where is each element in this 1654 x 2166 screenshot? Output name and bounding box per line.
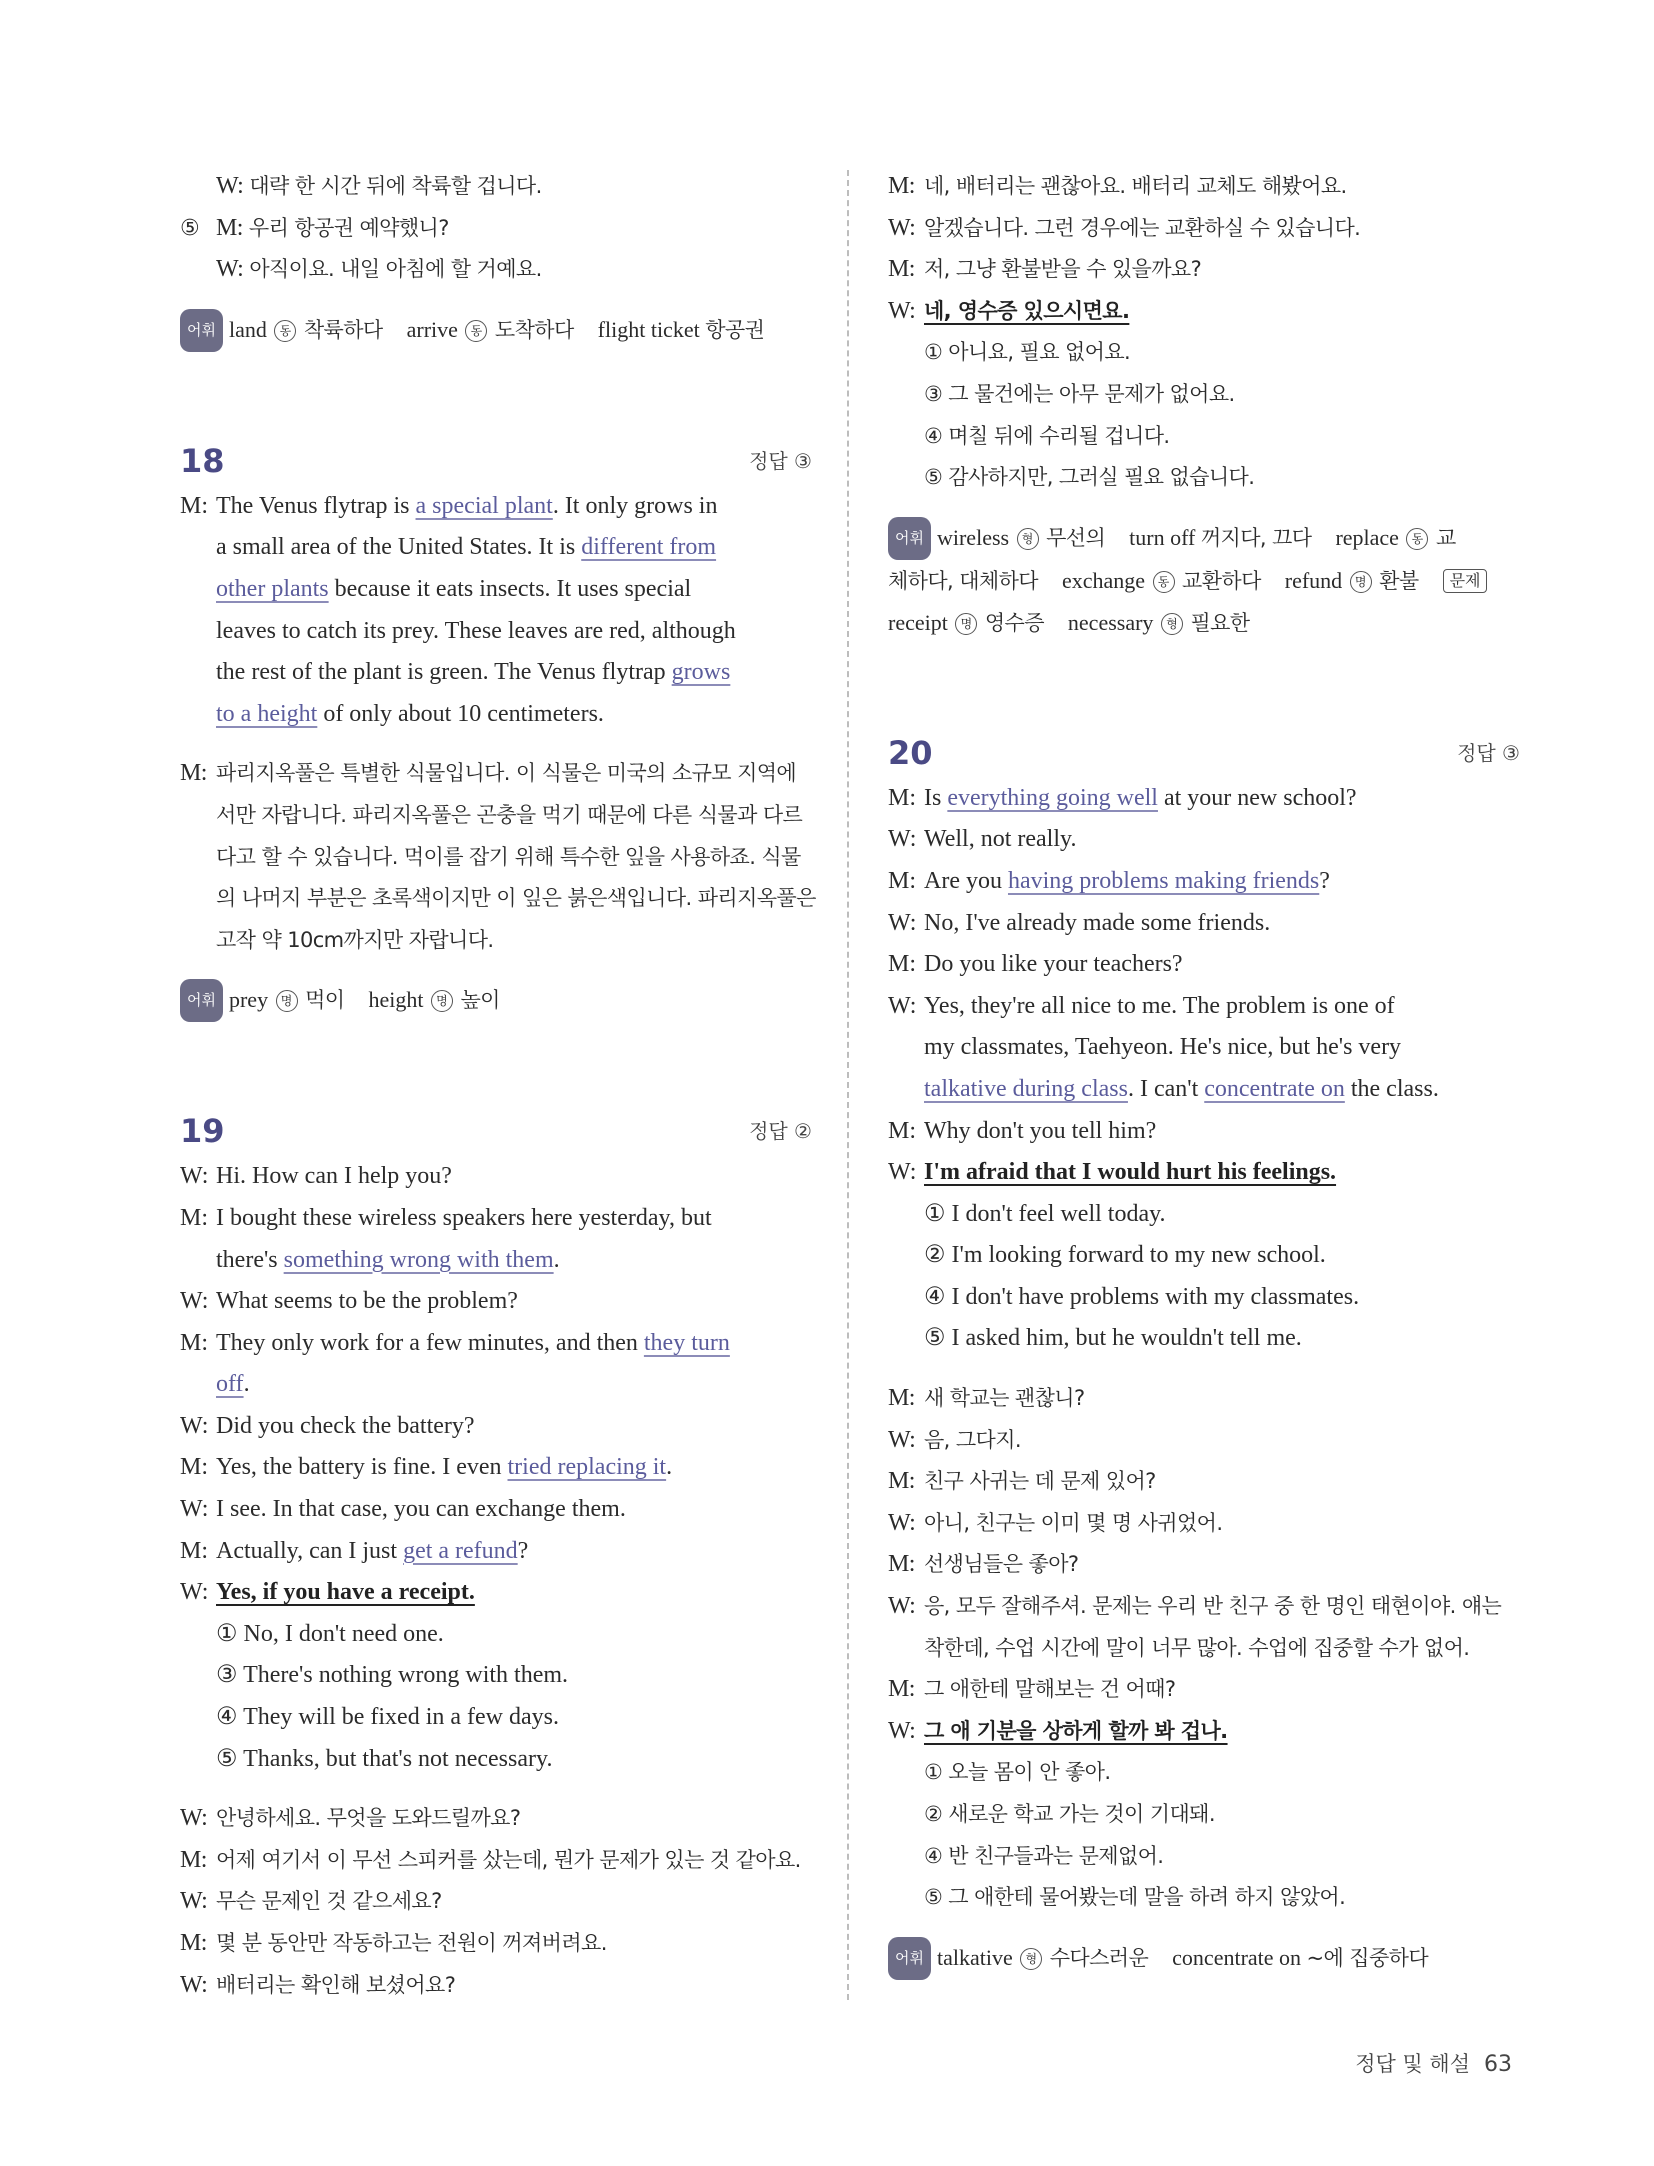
option: ③ There's nothing wrong with them.	[216, 1662, 569, 1689]
option: ① No, I don't need one.	[216, 1620, 444, 1647]
vocab-badge: 어휘	[888, 1937, 931, 1980]
right-column	[888, 166, 1520, 1980]
correct-answer-line: W: Yes, if you have a receipt.	[180, 1579, 475, 1606]
option: ① I don't feel well today.	[924, 1200, 1166, 1227]
correct-answer-line: W: 그 애 기분을 상하게 할까 봐 겁나.	[888, 1717, 1228, 1744]
page-footer	[1355, 2048, 1512, 2078]
option: ⑤ I asked him, but he wouldn't tell me.	[924, 1325, 1302, 1352]
question-number: 18	[180, 441, 225, 480]
q19-translation: W: 안녕하세요. 무엇을 도와드릴까요? M: 어제 여기서 이 무선 스피커를 샀는데, 뭔가 문제가 있는 것 같아요. W: 무슨 문제인 것 같으세요? M: 몇 분 동안만 작동하고는 전원이 꺼져버려요. W: 배터리는 확인해 보셨어요?	[180, 1805, 801, 1998]
option: ④ They will be fixed in a few days.	[216, 1704, 559, 1731]
option: ④ I don't have problems with my classmates.	[924, 1283, 1360, 1310]
q18-translation: M: 파리지옥풀은 특별한 식물입니다. 이 식물은 미국의 소규모 지역에 서만 자랍니다. 파리지옥풀은 곤충을 먹기 때문에 다른 식물과 다르 다고 할 수 있습니다. 먹이를 잡기 위해 특수한 잎을 사용하죠. 식물 의 나머지 부분은 초록색이지만 이 잎은 붉은색입니다. 파리지옥풀은 고작 약 10cm까지만 자랍니다.	[180, 760, 816, 952]
q19-translation-cont: M: 네, 배터리는 괜찮아요. 배터리 교체도 해봤어요. W: 알겠습니다. 그런 경우에는 교환하실 수 있습니다. M: 저, 그냥 환불받을 수 있을까요? W: 네, 영수증 있으시면요. ① 아니요, 필요 없어요. ③ 그 물건에는 아무 문제가 없어요. ④ 며칠 뒤에 수리될 겁니다. ⑤ 감사하지만, 그러실 필요 없습니다.	[888, 166, 1520, 499]
option: ① 아니요, 필요 없어요.	[924, 340, 1131, 365]
vocab-badge: 어휘	[180, 309, 223, 352]
dialogue-line: W: 아직이요. 내일 아침에 할 거예요.	[216, 256, 542, 283]
question-number: 20	[888, 733, 933, 772]
vocabulary-17: 어휘 land 동 착륙하다 arrive 동 도착하다 flight ticket 항공권	[180, 309, 812, 352]
option: ④ 반 친구들과는 문제없어.	[924, 1843, 1164, 1868]
option: ① 오늘 몸이 안 좋아.	[924, 1760, 1111, 1785]
correct-answer-line: W: I'm afraid that I would hurt his feelings.	[888, 1159, 1337, 1186]
option: ② 새로운 학교 가는 것이 기대돼.	[924, 1802, 1215, 1826]
answer-label: 정답 ③	[749, 448, 812, 473]
q20-script: M: Is everything going well at your new school? W: Well, not really. M: Are you having problems making friends? W: No, I've already made some friends. M: Do you like your teachers? W: Yes, they're all nice to me. The problem is one of my classmates, Taehyeon. He's nice, but he's very talkative during class. I can't concentrate on the class. M: Why don't you tell him? W: I'm afraid that I would hurt his feelings. ① I don't feel well today. ② I'm looking forward to my new school. ④ I don't have problems with my classmates. ⑤ I asked him, but he wouldn't tell me.	[888, 778, 1520, 1360]
q19-script: W: Hi. How can I help you? M: I bought these wireless speakers here yesterday, but there's something wrong with them. W: What seems to be the problem? M: They only work for a few minutes, and then they turn off. W: Did you check the battery? M: Yes, the battery is fine. I even tried replacing it. W: I see. In that case, you can exchange them. M: Actually, can I just get a refund? W: Yes, if you have a receipt. ① No, I don't need one. ③ There's nothing wrong with them. ④ They will be fixed in a few days. ⑤ Thanks, but that's not necessary.	[180, 1156, 812, 1780]
q20-translation: M: 새 학교는 괜찮니? W: 음, 그다지. M: 친구 사귀는 데 문제 있어? W: 아니, 친구는 이미 몇 명 사귀었어. M: 선생님들은 좋아? W: 응, 모두 잘해주셔. 문제는 우리 반 친구 중 한 명인 태현이야. 얘는 착한데, 수업 시간에 말이 너무 많아. 수업에 집중할 수가 없어. M: 그 애한테 말해보는 건 어때? W: 그 애 기분을 상하게 할까 봐 겁나. ① 오늘 몸이 안 좋아. ② 새로운 학교 가는 것이 기대돼. ④ 반 친구들과는 문제없어. ⑤ 그 애한테 물어봤는데 말을 하려 하지 않았어.	[888, 1378, 1520, 1919]
dialogue-line: W: 대략 한 시간 뒤에 착륙할 겁니다.	[216, 173, 542, 199]
question-19-header	[180, 1112, 812, 1150]
option: ⑤ Thanks, but that's not necessary.	[216, 1745, 553, 1772]
problem-tag: 문제	[1443, 569, 1488, 593]
option: ② I'm looking forward to my new school.	[924, 1242, 1326, 1269]
answer-label: 정답 ②	[749, 1119, 812, 1144]
q18-script: M: The Venus flytrap is a special plant. It only grows in a small area of the United States. It is different from other plants because it eats insects. It uses special leaves to catch its prey. These leaves are red, although the rest of the plant is green. The Venus flytrap grows to a height of only about 10 centimeters.	[180, 492, 736, 727]
option: ④ 며칠 뒤에 수리될 겁니다.	[924, 423, 1170, 448]
option: ⑤ 감사하지만, 그러실 필요 없습니다.	[924, 465, 1255, 490]
option: ⑤ 그 애한테 물어봤는데 말을 하려 하지 않았어.	[924, 1885, 1346, 1910]
footer-label: 정답 및 해설	[1355, 2052, 1470, 2076]
vocabulary-19: 어휘 wireless 형 무선의 turn off 꺼지다, 끄다 replace 동 교 체하다, 대체하다 exchange 동 교환하다 refund 명 환불 문제 receipt 명 영수증 necessary 형 필요한	[888, 517, 1520, 644]
vocabulary-20: 어휘 talkative 형 수다스러운 concentrate on ~에 집중하다	[888, 1937, 1520, 1980]
left-column	[180, 166, 816, 2006]
answer-label: 정답 ③	[1457, 740, 1520, 765]
question-18-header	[180, 442, 812, 480]
correct-answer-line: W: 네, 영수증 있으시면요.	[888, 297, 1130, 324]
dialogue-line: ⑤ M: 우리 항공권 예약했니?	[180, 214, 449, 241]
question-20-header	[888, 734, 1520, 772]
question-number: 19	[180, 1112, 225, 1151]
vocabulary-18: 어휘 prey 명 먹이 height 명 높이	[180, 979, 812, 1022]
column-divider	[847, 170, 849, 2000]
page-number: 63	[1484, 2052, 1512, 2077]
option: ③ 그 물건에는 아무 문제가 없어요.	[924, 381, 1235, 406]
vocab-badge: 어휘	[888, 517, 931, 560]
vocab-badge: 어휘	[180, 979, 223, 1022]
